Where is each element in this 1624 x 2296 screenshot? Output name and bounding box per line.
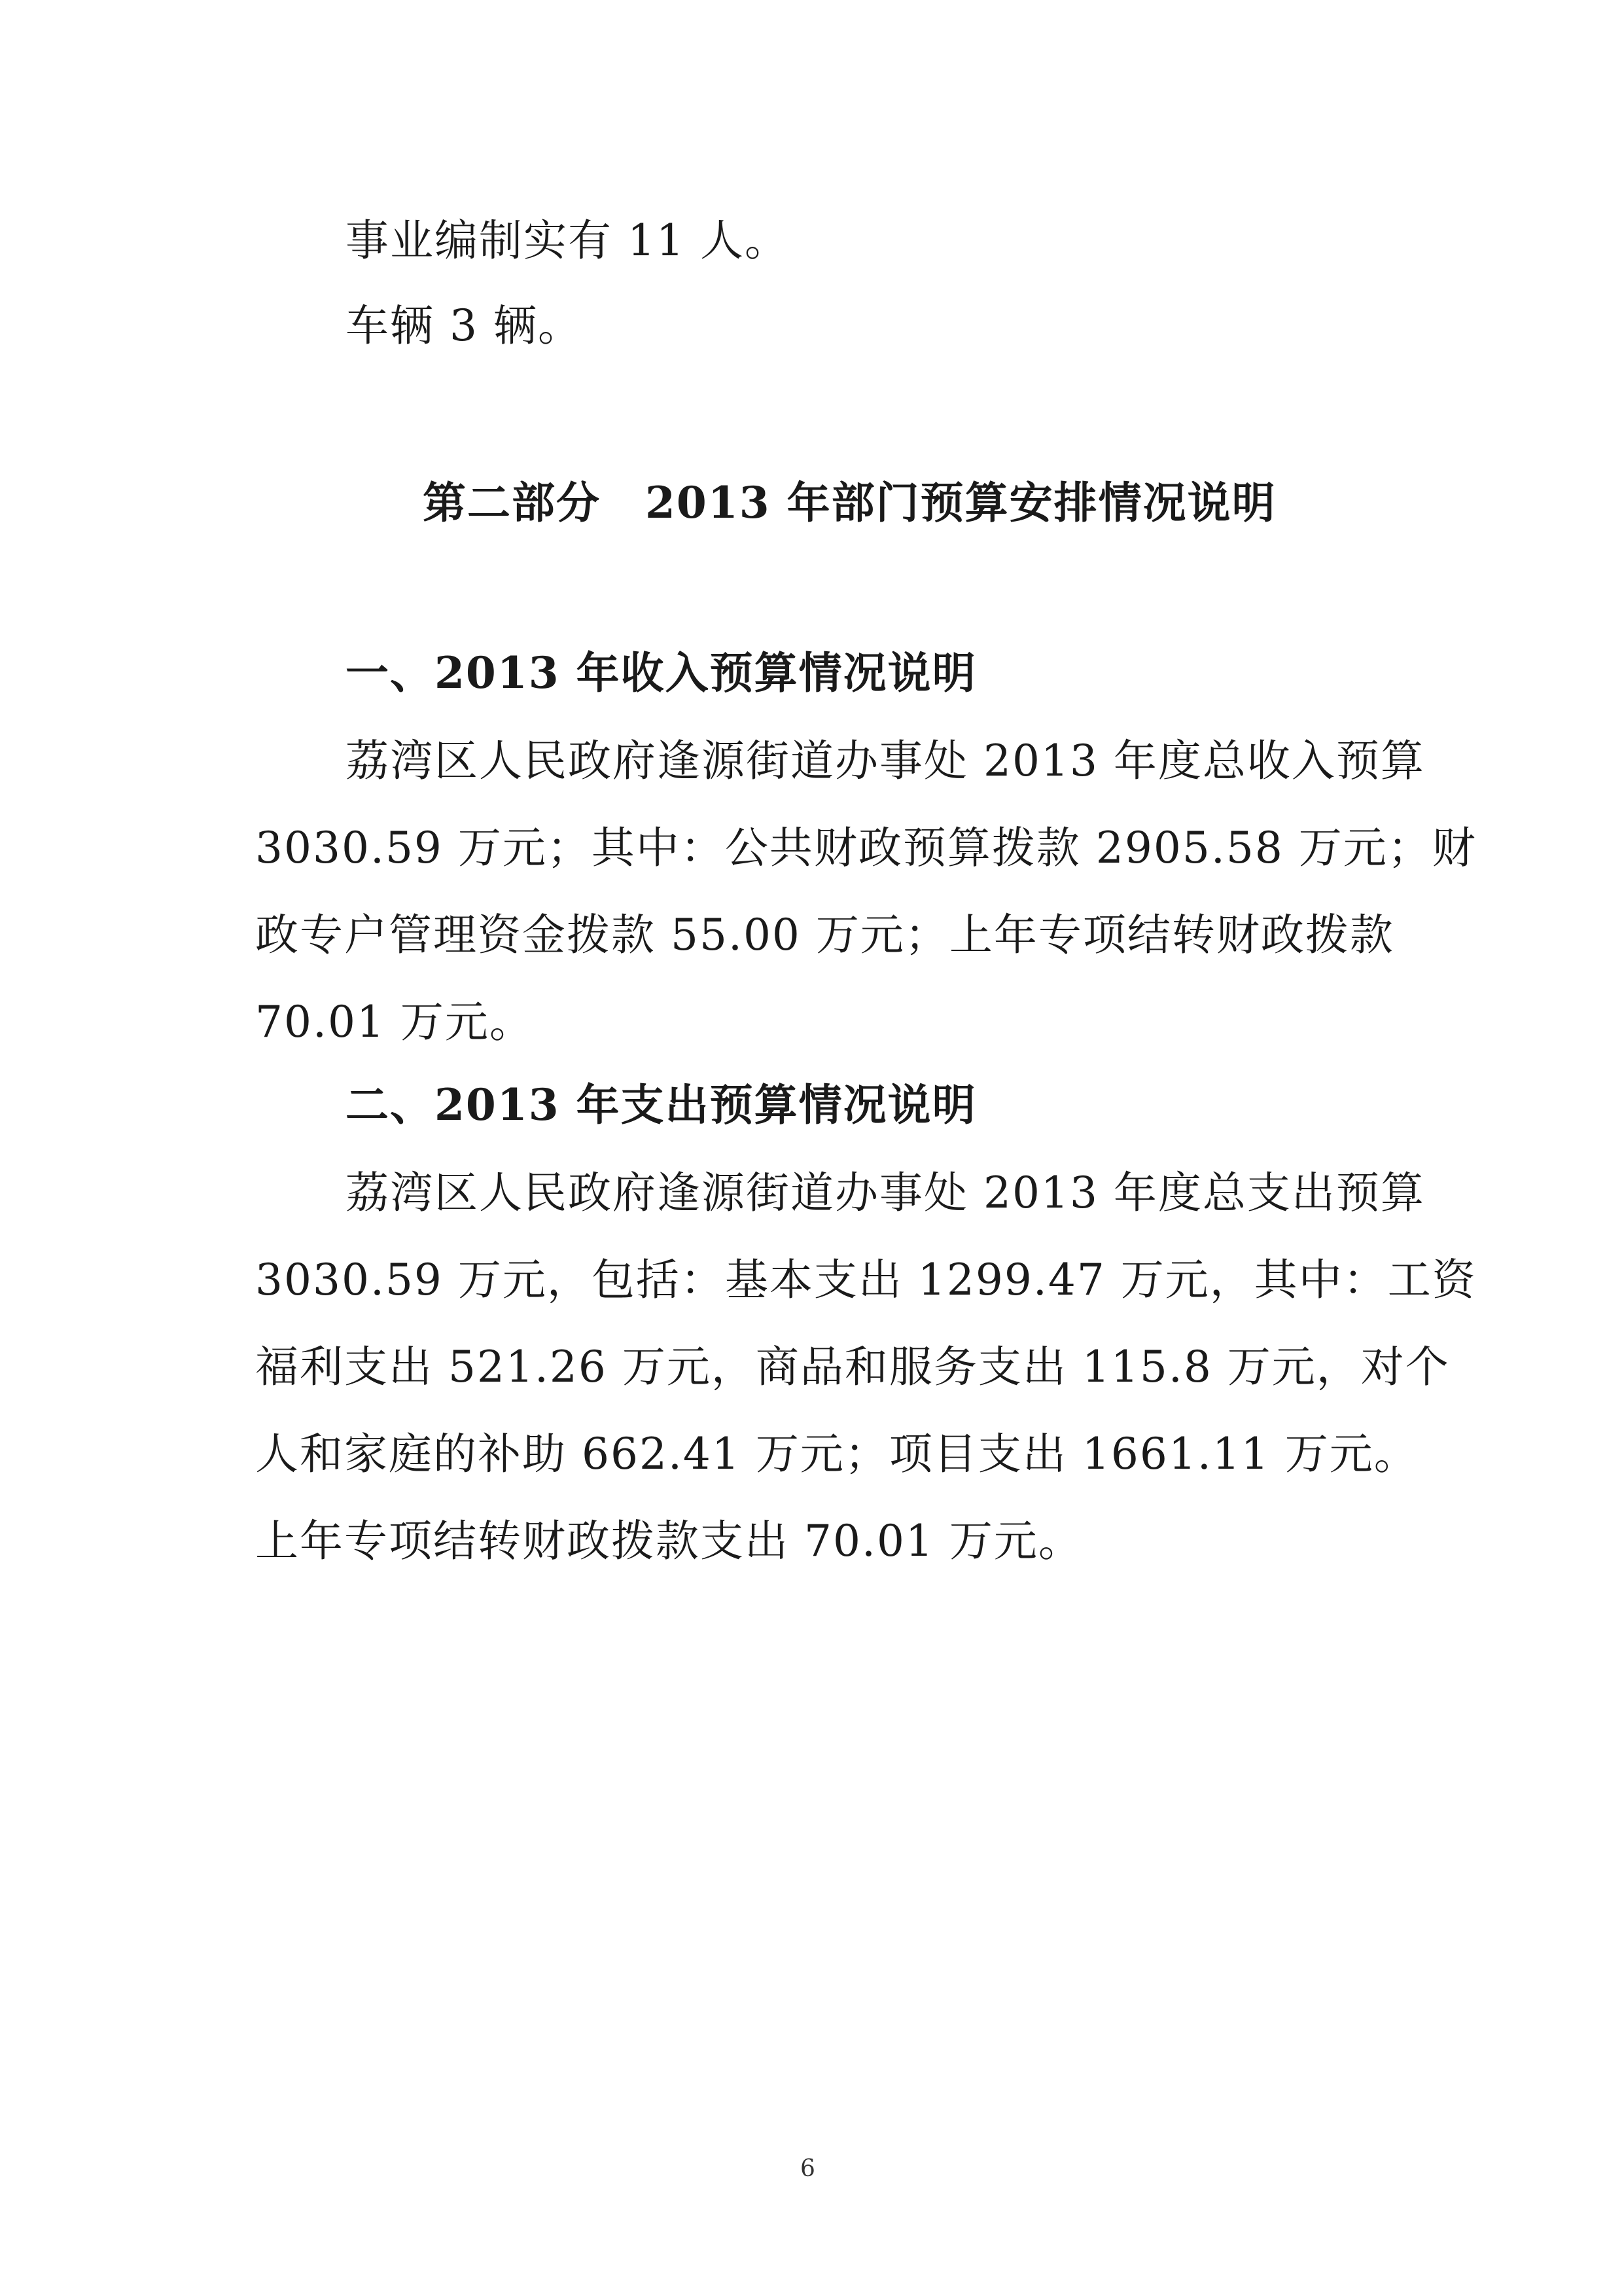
section-one-heading: 一、2013 年收入预算情况说明 xyxy=(345,647,977,698)
page-number: 6 xyxy=(800,2155,815,2182)
section-two-heading: 二、2013 年支出预算情况说明 xyxy=(345,1079,977,1130)
section-two-line-2: 3030.59 万元，包括：基本支出 1299.47 万元，其中：工资 xyxy=(255,1255,1477,1305)
section-two-line-4: 人和家庭的补助 662.41 万元；项目支出 1661.11 万元。 xyxy=(255,1429,1419,1479)
staff-count-line: 事业编制实有 11 人。 xyxy=(345,215,789,266)
section-two-line-3: 福利支出 521.26 万元，商品和服务支出 115.8 万元，对个 xyxy=(255,1342,1450,1392)
part-two-title: 第二部分 2013 年部门预算安排情况说明 xyxy=(423,477,1277,528)
section-two-line-1: 荔湾区人民政府逢源街道办事处 2013 年度总支出预算 xyxy=(345,1168,1425,1218)
section-two-line-5: 上年专项结转财政拨款支出 70.01 万元。 xyxy=(255,1516,1083,1566)
section-one-line-2: 3030.59 万元；其中：公共财政预算拨款 2905.58 万元；财 xyxy=(255,823,1477,873)
section-one-line-1: 荔湾区人民政府逢源街道办事处 2013 年度总收入预算 xyxy=(345,736,1425,786)
section-one-line-3: 政专户管理资金拨款 55.00 万元；上年专项结转财政拨款 xyxy=(255,910,1394,960)
vehicle-count-line: 车辆 3 辆。 xyxy=(345,300,582,351)
section-one-line-4: 70.01 万元。 xyxy=(255,997,534,1047)
